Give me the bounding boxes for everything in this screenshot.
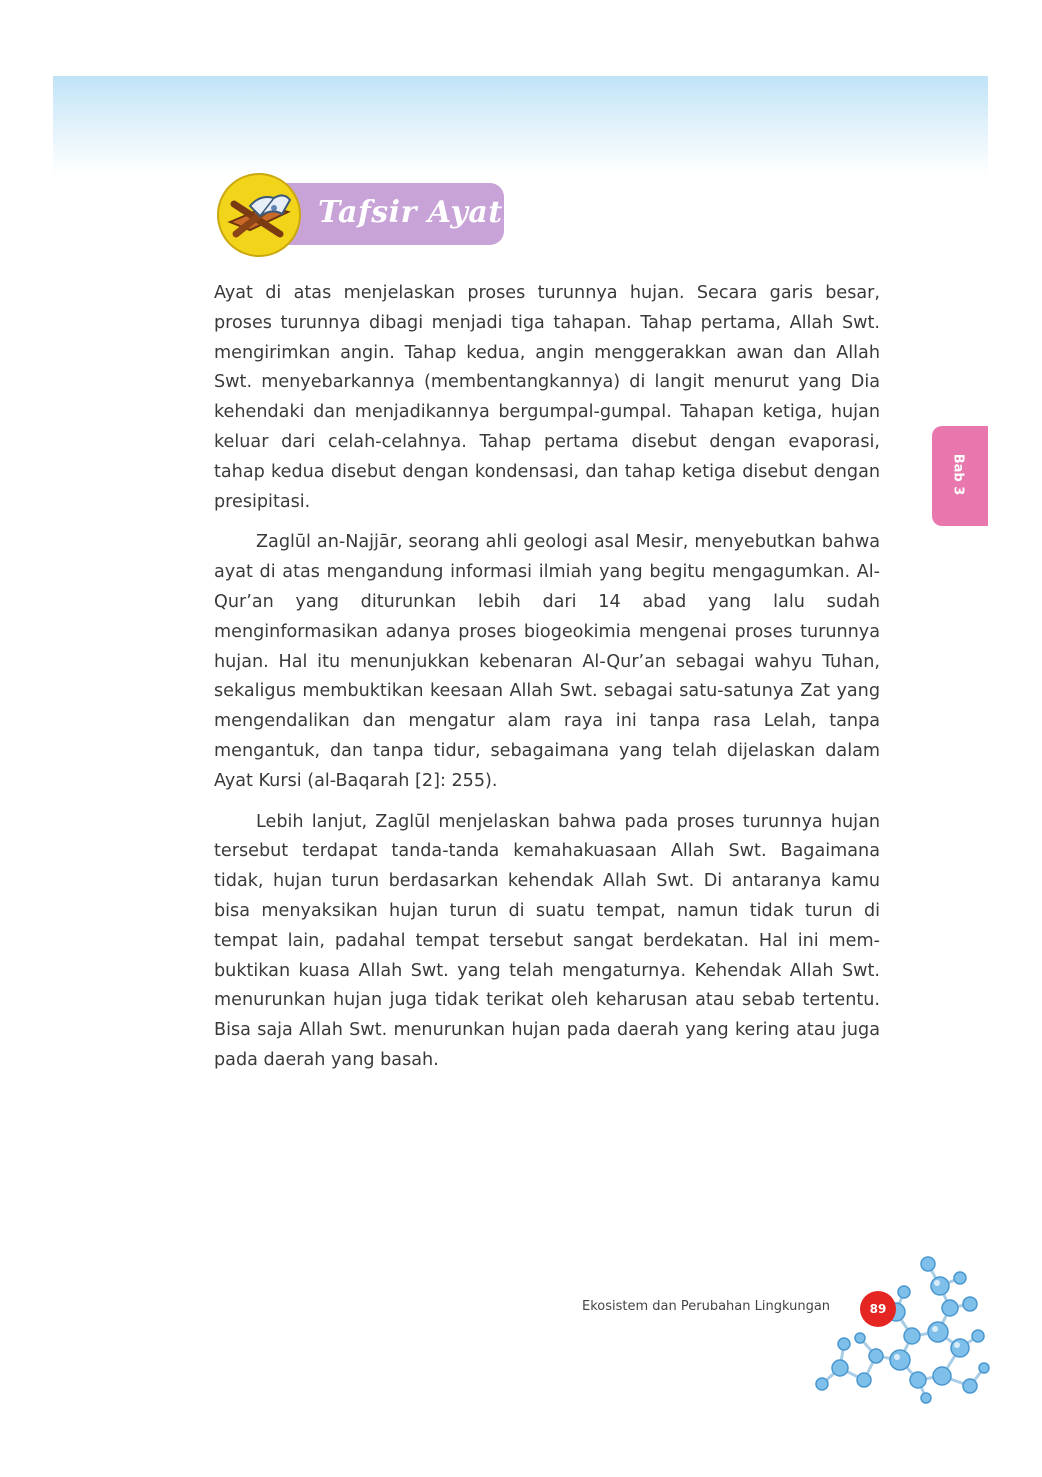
page-number-badge: 89 <box>860 1291 896 1327</box>
section-heading-title: Tafsir Ayat <box>318 195 503 230</box>
footer-chapter-title: Ekosistem dan Perubahan Lingkungan <box>582 1299 831 1314</box>
paragraph-2: Zaglūl an-Najjār, seorang ahli geologi asal Mesir, menyebutkan bahwa ayat di atas mengandung informasi ilmiah yang begitu mengagumkan. Al-Qur’an yang diturunkan lebih dari 14 abad yang lalu sudah menginformasikan adanya proses biogeokimia mengenai proses turunnya hujan. Hal itu menunjukkan kebenaran Al-Qur’an sebagai wahyu Tuhan, sekaligus membuktikan keesaan Allah Swt. sebagai satu-satunya Zat yang mengendalikan dan mengatur alam raya ini tanpa rasa Lelah, tanpa mengantuk, dan tanpa tidur, sebagaimana yang telah dijelaskan dalam Ayat Kursi (al-Baqarah [2]: 255). <box>214 532 880 791</box>
paragraph-3: Lebih lanjut, Zaglūl menjelaskan bahwa pada proses turunnya hujan tersebut terdapat tanda-tanda kemahakuasaan Allah Swt. Bagaimana tidak, hujan turun berdasarkan kehendak Allah Swt. Di antaranya kamu bisa menyaksikan hujan turun di suatu tempat, namun tidak turun di tempat lain, padahal tempat tersebut sangat berdekatan. Hal ini membuktikan kuasa Allah Swt. yang telah mengaturnya. Kehendak Allah Swt. menurunkan hujan juga tidak terikat oleh keharusan atau sebab tertentu. Bisa saja Allah Swt. menurunkan hujan pada daerah yang kering atau juga pada daerah yang basah. <box>214 811 880 1070</box>
molecule-network-icon <box>800 1252 990 1404</box>
paragraph-1: Ayat di atas menjelaskan proses turunnya hujan. Secara garis besar, proses turunnya dibagi menjadi tiga tahapan. Tahap pertama, Allah Swt. mengirimkan angin. Tahap kedua, angin menggerakkan awan dan Allah Swt. menyebarkannya (membentangkannya) di langit menurut yang Dia kehendaki dan menjadikannya bergumpal-gumpal. Tahapan ketiga, hujan keluar dari celah-celahnya. Tahap pertama disebut dengan evaporasi, tahap kedua disebut dengan kondensasi, dan tahap ketiga disebut dengan presipitasi. <box>214 283 880 512</box>
top-header-band <box>53 76 988 176</box>
chapter-side-tab-label: Bab 3 <box>950 453 966 496</box>
quran-on-stand-icon <box>216 172 302 258</box>
body-text <box>214 279 880 1087</box>
